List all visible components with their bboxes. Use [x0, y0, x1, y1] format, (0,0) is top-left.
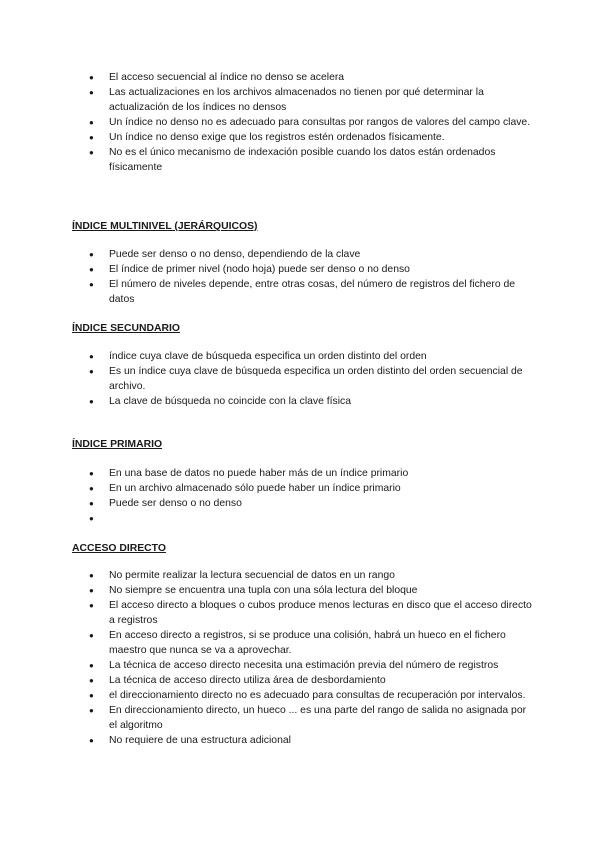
- list-item: ● En acceso directo a registros, si se produce una colisión, habrá un hueco en el fichero maestro que nunca se va a aprovechar.: [72, 628, 532, 658]
- multinivel-list: [72, 247, 532, 307]
- section-heading-acceso-directo: ACCESO DIRECTO: [72, 543, 166, 554]
- list-item: ● índice cuya clave de búsqueda especifica un orden distinto del orden: [72, 349, 532, 364]
- list-item: ● No es el único mecanismo de indexación posible cuando los datos están ordenados físicamente: [72, 145, 532, 175]
- section-heading-multinivel: ÍNDICE MULTINIVEL (JERÁRQUICOS): [72, 221, 258, 232]
- list-item: ● En una base de datos no puede haber más de un índice primario: [72, 466, 532, 481]
- list-item: ● El número de niveles depende, entre otras cosas, del número de registros del fichero de datos: [72, 277, 532, 307]
- list-item: ● En un archivo almacenado sólo puede haber un índice primario: [72, 481, 532, 496]
- list-item: ● La técnica de acceso directo necesita una estimación previa del número de registros: [72, 658, 532, 673]
- list-item: ● Un índice no denso no es adecuado para consultas por rangos de valores del campo clave.: [72, 115, 532, 130]
- intro-list: [72, 70, 532, 175]
- list-item: ● Puede ser denso o no denso, dependiendo de la clave: [72, 247, 532, 262]
- list-item: ● No requiere de una estructura adicional: [72, 733, 532, 748]
- list-item: ● No permite realizar la lectura secuencial de datos en un rango: [72, 568, 532, 583]
- acceso-directo-list: [72, 568, 532, 748]
- list-item: ● Las actualizaciones en los archivos almacenados no tienen por qué determinar la actualización de los índices no densos: [72, 85, 532, 115]
- list-item: ● Puede ser denso o no denso: [72, 496, 532, 511]
- list-item: ● El acceso secuencial al índice no denso se acelera: [72, 70, 532, 85]
- list-item: ● Es un índice cuya clave de búsqueda especifica un orden distinto del orden secuencial de archivo.: [72, 364, 532, 394]
- list-item: ● el direccionamiento directo no es adecuado para consultas de recuperación por intervalos.: [72, 688, 532, 703]
- list-item: ● En direccionamiento directo, un hueco ... es una parte del rango de salida no asignada por el algoritmo: [72, 703, 532, 733]
- list-item: ● La técnica de acceso directo utiliza área de desbordamiento: [72, 673, 532, 688]
- list-item: [72, 511, 532, 526]
- list-item: ● El acceso directo a bloques o cubos produce menos lecturas en disco que el acceso directo a registros: [72, 598, 532, 628]
- list-item: ● No siempre se encuentra una tupla con una sóla lectura del bloque: [72, 583, 532, 598]
- list-item: ● La clave de búsqueda no coincide con la clave física: [72, 394, 532, 409]
- list-item: ● Un índice no denso exige que los registros estén ordenados físicamente.: [72, 130, 532, 145]
- primario-list: [72, 466, 532, 526]
- section-heading-secundario: ÍNDICE SECUNDARIO: [72, 323, 180, 334]
- list-item: ● El índice de primer nivel (nodo hoja) puede ser denso o no denso: [72, 262, 532, 277]
- secundario-list: [72, 349, 532, 409]
- section-heading-primario: ÍNDICE PRIMARIO: [72, 439, 163, 450]
